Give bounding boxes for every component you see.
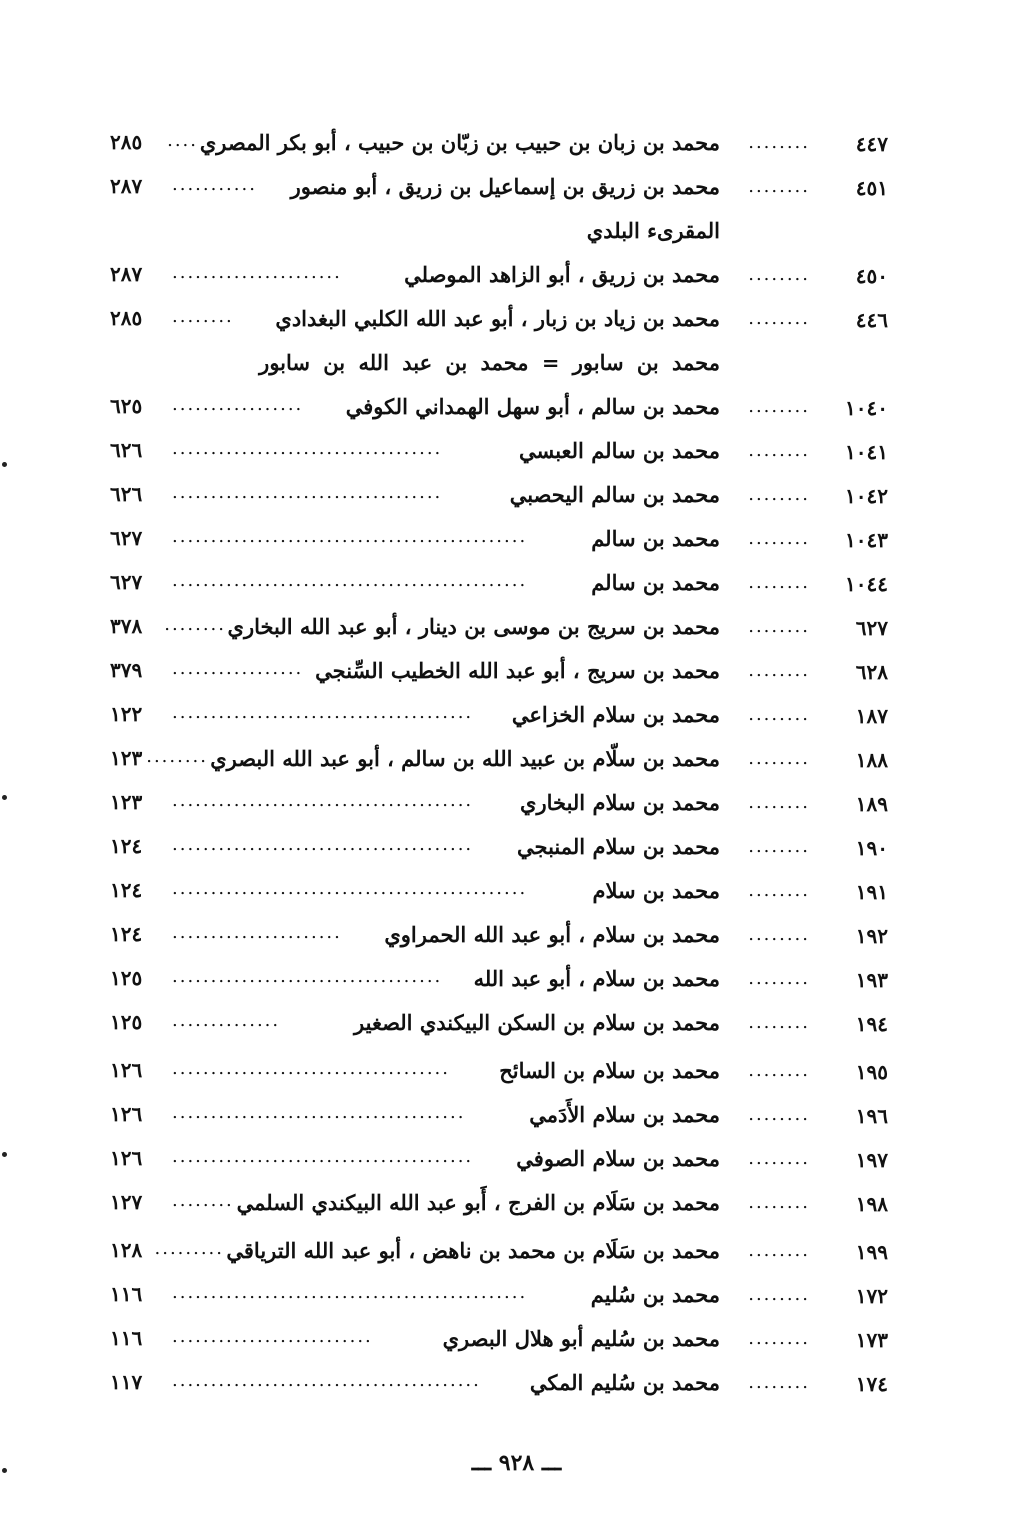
entry-number: ١٩٩ xyxy=(855,1240,888,1264)
leader-dots: ........ xyxy=(748,264,810,285)
entry-number: ١٠٤١ xyxy=(845,440,888,464)
leader-dots: ........ xyxy=(748,572,810,593)
leader-dots: ...................... xyxy=(172,922,342,943)
page-reference: ١١٦ xyxy=(110,1326,143,1350)
leader-dots: ................................... xyxy=(172,966,443,987)
leader-dots: .............................................. xyxy=(172,878,528,899)
margin-mark xyxy=(2,1468,7,1473)
leader-dots: .............. xyxy=(172,1010,281,1031)
entry-name: محمد بن سالم xyxy=(591,526,720,551)
page-number-footer: ـــ ٩٢٨ ـــ xyxy=(471,1450,562,1476)
leader-dots: ........ xyxy=(748,440,810,461)
entry-name: محمد بن سُليم أبو هلال البصري xyxy=(442,1326,720,1351)
entry-name: محمد بن زريق ، أبو الزاهد الموصلي xyxy=(404,262,720,287)
entry-number: ١٨٨ xyxy=(855,748,888,772)
entry-name: محمد بن سلام الصوفي xyxy=(516,1146,720,1171)
leader-dots: .......................... xyxy=(172,1326,373,1347)
entry-number: ٦٢٧ xyxy=(855,616,888,640)
page-reference: ٢٨٧ xyxy=(110,262,143,286)
leader-dots: ........ xyxy=(146,746,208,767)
entry-number: ١٠٤٠ xyxy=(845,396,888,420)
leader-dots: ....................................... xyxy=(172,1146,474,1167)
entry-name: محمد بن سلام xyxy=(592,878,720,903)
leader-dots: ........ xyxy=(748,836,810,857)
index-entry xyxy=(110,830,888,874)
margin-mark xyxy=(2,795,7,800)
page-reference: ٢٨٧ xyxy=(110,174,143,198)
page-reference: ٦٢٦ xyxy=(110,438,143,462)
margin-mark xyxy=(2,1152,7,1157)
leader-dots: ........ xyxy=(172,306,234,327)
page-reference: ٦٢٧ xyxy=(110,526,143,550)
leader-dots: ........ xyxy=(748,924,810,945)
index-entry xyxy=(110,390,888,434)
leader-dots: ........... xyxy=(172,174,257,195)
index-entry xyxy=(110,918,888,962)
leader-dots: .............................................. xyxy=(172,1282,528,1303)
entry-number: ٤٤٦ xyxy=(855,308,888,332)
leader-dots: ........ xyxy=(748,132,810,153)
page-reference: ٢٨٥ xyxy=(110,130,143,154)
entry-name: محمد بن سالم اليحصبي xyxy=(509,482,720,507)
entry-number: ١٧٢ xyxy=(855,1284,888,1308)
entry-number: ١٠٤٤ xyxy=(845,572,888,596)
entry-number: ١٠٤٢ xyxy=(845,484,888,508)
page-reference: ١٢٦ xyxy=(110,1058,143,1082)
page-reference: ١٢٧ xyxy=(110,1190,143,1214)
entry-name: محمد بن سريج ، أبو عبد الله الخطيب السِّنجي xyxy=(315,658,720,683)
leader-dots: .... xyxy=(167,130,198,151)
entry-name: محمد بن سلام البخاري xyxy=(520,790,720,815)
index-entry xyxy=(110,962,888,1006)
entry-number: ١٩٢ xyxy=(855,924,888,948)
page-reference: ١٢٣ xyxy=(110,790,143,814)
index-entry xyxy=(110,1234,888,1278)
page-reference: ١٢٦ xyxy=(110,1146,143,1170)
entry-number: ١٧٣ xyxy=(855,1328,888,1352)
page-reference: ٦٢٥ xyxy=(110,394,143,418)
index-entry xyxy=(110,170,888,214)
index-entry xyxy=(110,610,888,654)
page-reference: ١٢٢ xyxy=(110,702,143,726)
page-reference: ١١٦ xyxy=(110,1282,143,1306)
leader-dots: ........ xyxy=(748,396,810,417)
entry-name: محمد بن سَلَام بن محمد بن ناهض ، أبو عبد الله الترياقي xyxy=(226,1238,720,1263)
page-reference: ١٢٤ xyxy=(110,834,143,858)
page-reference: ١٢٥ xyxy=(110,966,143,990)
leader-dots: ...................... xyxy=(172,262,342,283)
margin-mark xyxy=(2,462,7,467)
entry-name: محمد بن زريق بن إسماعيل بن زريق ، أبو منصور xyxy=(290,174,720,199)
leader-dots: ........ xyxy=(748,1148,810,1169)
leader-dots: .............................................. xyxy=(172,526,528,547)
leader-dots: ........ xyxy=(748,968,810,989)
index-entry xyxy=(110,1186,888,1234)
entry-number: ١٩١ xyxy=(855,880,888,904)
entry-number: ١٨٧ xyxy=(855,704,888,728)
index-entry xyxy=(110,742,888,786)
leader-dots: .................................... xyxy=(172,1058,450,1079)
leader-dots: ........ xyxy=(748,1284,810,1305)
page-reference: ٣٧٨ xyxy=(110,614,143,638)
leader-dots: ........ xyxy=(164,614,226,635)
index-entry xyxy=(110,126,888,170)
entry-number: ١٧٤ xyxy=(855,1372,888,1396)
entry-name: محمد بن سلام الخزاعي xyxy=(511,702,720,727)
entry-number: ٦٢٨ xyxy=(855,660,888,684)
index-entry xyxy=(110,566,888,610)
entry-name: محمد بن سلام بن السائح xyxy=(499,1058,720,1083)
page-reference: ٢٨٥ xyxy=(110,306,143,330)
entry-number: ١٩٨ xyxy=(855,1192,888,1216)
entry-number: ١٩٠ xyxy=(855,836,888,860)
index-entry xyxy=(110,478,888,522)
leader-dots: .............................................. xyxy=(172,570,528,591)
leader-dots: ........ xyxy=(748,484,810,505)
leader-dots: ........ xyxy=(748,528,810,549)
leader-dots: ........ xyxy=(748,704,810,725)
entry-name: محمد بن سلام ، أبو عبد الله الحمراوي xyxy=(384,922,720,947)
page-reference: ١٢٤ xyxy=(110,878,143,902)
page-reference: ٦٢٧ xyxy=(110,570,143,594)
entry-number: ١٩٤ xyxy=(855,1012,888,1036)
page-reference: ١٢٦ xyxy=(110,1102,143,1126)
index-entry xyxy=(110,1278,888,1322)
leader-dots: ......... xyxy=(154,1238,224,1259)
index-entry xyxy=(110,214,888,258)
page-reference: ١٢٨ xyxy=(110,1238,143,1262)
leader-dots: ................................... xyxy=(172,482,443,503)
leader-dots: ........ xyxy=(748,1192,810,1213)
entry-name: محمد بن سلام الأَدَمي xyxy=(529,1102,720,1127)
entry-name: محمد بن سلام المنبجي xyxy=(517,834,720,859)
entry-name: محمد بن سالم ، أبو سهل الهمداني الكوفي xyxy=(345,394,720,419)
entry-number: ١٩٥ xyxy=(855,1060,888,1084)
leader-dots: ........ xyxy=(748,176,810,197)
leader-dots: ........ xyxy=(748,748,810,769)
index-entry xyxy=(110,1322,888,1366)
index-entry xyxy=(110,302,888,346)
entry-name: محمد بن سريج بن موسى بن دينار ، أبو عبد الله البخاري xyxy=(227,614,720,639)
leader-dots: ................................... xyxy=(172,438,443,459)
entry-name: محمد بن زياد بن زبار ، أبو عبد الله الكلبي البغدادي xyxy=(275,306,720,331)
leader-dots: ....................................... xyxy=(172,702,474,723)
leader-dots: ....................................... xyxy=(172,790,474,811)
leader-dots: ........ xyxy=(748,1240,810,1261)
index-entry xyxy=(110,346,888,390)
leader-dots: ........ xyxy=(748,792,810,813)
entry-number: ١٩٦ xyxy=(855,1104,888,1128)
index-entry xyxy=(110,698,888,742)
leader-dots: ........ xyxy=(748,1104,810,1125)
index-entry xyxy=(110,1366,888,1410)
leader-dots: ........ xyxy=(748,660,810,681)
entry-number: ١٩٧ xyxy=(855,1148,888,1172)
leader-dots: ........ xyxy=(748,1372,810,1393)
leader-dots: ........ xyxy=(748,1328,810,1349)
entry-name: محمد بن سالم العبسي xyxy=(518,438,720,463)
entry-number: ٤٥١ xyxy=(855,176,888,200)
index-entry xyxy=(110,1006,888,1054)
page-reference: ٣٧٩ xyxy=(110,658,143,682)
index-entry xyxy=(110,258,888,302)
entry-number: ٤٥٠ xyxy=(855,264,888,288)
entry-name: محمد بن سلام بن السكن البيكندي الصغير xyxy=(354,1010,720,1035)
leader-dots: ........ xyxy=(748,1012,810,1033)
entry-name: محمد بن سَلَام بن الفرج ، أَبو عبد الله البيكندي السلمي xyxy=(236,1190,720,1215)
leader-dots: ........ xyxy=(172,1190,234,1211)
page-reference: ١٢٣ xyxy=(110,746,143,770)
entry-number: ١٠٤٣ xyxy=(845,528,888,552)
entry-name: محمد بن سلام ، أبو عبد الله xyxy=(473,966,720,991)
index-entry xyxy=(110,786,888,830)
index-entry xyxy=(110,874,888,918)
index-list xyxy=(110,126,888,1410)
index-entry xyxy=(110,434,888,478)
entry-number: ١٨٩ xyxy=(855,792,888,816)
leader-dots: ....................................... xyxy=(172,834,474,855)
page-reference: ١٢٤ xyxy=(110,922,143,946)
leader-dots: ................. xyxy=(172,394,304,415)
leader-dots: ........ xyxy=(748,1060,810,1081)
cross-reference: محمد بن سابور = محمد بن عبد الله بن سابور xyxy=(259,350,720,375)
entry-name: محمد بن سُليم المكي xyxy=(529,1370,720,1395)
page-reference: ٦٢٦ xyxy=(110,482,143,506)
leader-dots: ........ xyxy=(748,616,810,637)
index-entry xyxy=(110,1142,888,1186)
leader-dots: ...................................... xyxy=(172,1102,466,1123)
entry-number: ٤٤٧ xyxy=(855,132,888,156)
leader-dots: ........ xyxy=(748,308,810,329)
leader-dots: ........ xyxy=(748,880,810,901)
entry-name: محمد بن زبان بن حبيب بن زبّان بن حبيب ، أبو بكر المصري xyxy=(199,130,720,155)
leader-dots: ........................................ xyxy=(172,1370,481,1391)
page-reference: ١٢٥ xyxy=(110,1010,143,1034)
index-entry xyxy=(110,654,888,698)
entry-name: محمد بن سلّام بن عبيد الله بن سالم ، أبو عبد الله البصري xyxy=(210,746,720,771)
entry-number: ١٩٣ xyxy=(855,968,888,992)
index-entry xyxy=(110,522,888,566)
entry-continuation: المقرىء البلدي xyxy=(586,218,720,243)
leader-dots: ................. xyxy=(172,658,304,679)
index-entry xyxy=(110,1054,888,1098)
entry-name: محمد بن سالم xyxy=(591,570,720,595)
entry-name: محمد بن سُليم xyxy=(590,1282,720,1307)
page-reference: ١١٧ xyxy=(110,1370,143,1394)
index-entry xyxy=(110,1098,888,1142)
